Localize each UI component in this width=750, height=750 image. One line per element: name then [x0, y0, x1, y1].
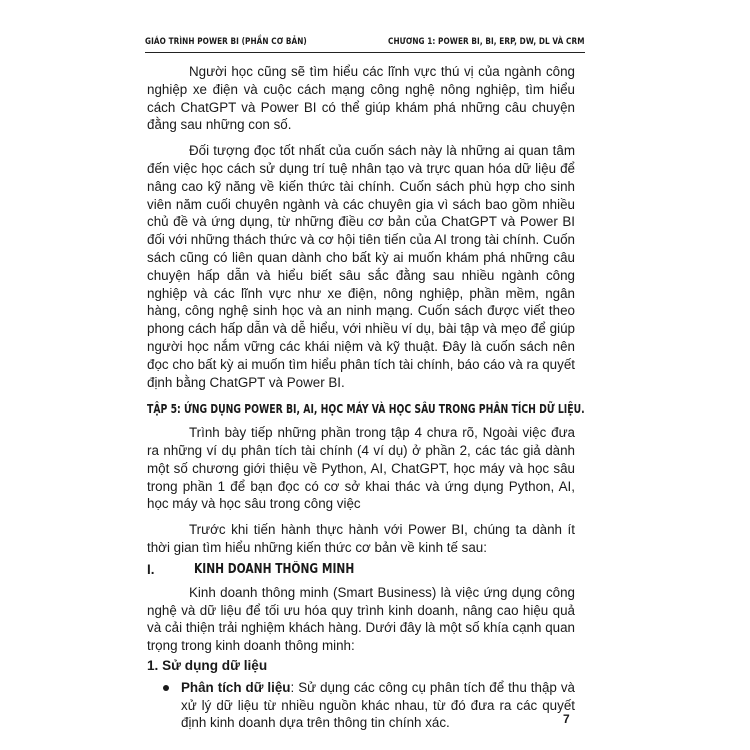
paragraph-audience: Đối tượng đọc tốt nhất của cuốn sách này là những ai quan tâm đến việc học cách sử dụng trí tuệ nhân tạo và trực quan hóa dữ liệu để nâng cao kỹ năng về kiến thức tài chính. Cuốn sách phù hợp cho sinh viên năm cuối chuyên ngành và các chuyên gia vì sách bao gồm nhiều chủ đề và ứng dụng, từ những điều cơ bản của ChatGPT và Power BI đối với những thách thức và cơ hội tiên tiến của AI trong tài chính. Cuốn sách cũng có liên quan dành cho bất kỳ ai muốn khám phá những câu chuyện hấp dẫn và hiểu biết sâu sắc đằng sau nhiều ngành công nghiệp và các lĩnh vực như xe điện, nông nghiệp, phần mềm, ngân hàng, công nghệ sinh học và an ninh mạng. Cuốn sách được viết theo phong cách hấp dẫn và dễ hiểu, với nhiều ví dụ, bài tập và mẹo để giúp người học nắm vững các khái niệm và kỹ thuật. Đây là cuốn sách nên đọc cho bất kỳ ai muốn tìm hiểu phân tích tài chính, báo cáo và ra quyết định bằng ChatGPT và Power BI. — [147, 143, 575, 390]
volume-5-heading: TẬP 5: ỨNG DỤNG POWER BI, AI, HỌC MÁY VÀ HỌC SÂU TRONG PHÂN TÍCH DỮ LIỆU. — [147, 401, 585, 417]
paragraph-volume-5: Trình bày tiếp những phần trong tập 4 chưa rõ, Ngoài việc đưa ra những ví dụ phân tích tài chính (4 ví dụ) ở phần 2, các tác giả dành một số chương giới thiệu về Python, AI, ChatGPT, học máy và học sâu trong phần 1 để bạn đọc có cơ sở khai thác và ứng dụng Python, AI, học máy và học sâu trong công việc — [147, 425, 575, 512]
list-item — [159, 679, 575, 732]
section-number: I. — [147, 561, 155, 577]
paragraph-before-practice: Trước khi tiến hành thực hành với Power BI, chúng ta dành ít thời gian tìm hiểu những kiến thức cơ bản về kinh tế sau: — [147, 522, 575, 555]
paragraph-smart-business: Kinh doanh thông minh (Smart Business) là việc ứng dụng công nghệ và dữ liệu để tối ưu hóa quy trình kinh doanh, nâng cao hiệu quả và cải thiện trải nghiệm khách hàng. Dưới đây là một số khía cạnh quan trọng trong kinh doanh thông minh: — [147, 584, 575, 654]
page-number: 7 — [563, 712, 570, 726]
page-body — [147, 63, 585, 732]
bullet-icon — [163, 685, 169, 691]
bullet-text: : Sử dụng các công cụ phân tích để thu thập và xử lý dữ liệu từ nhiều nguồn khác nhau, từ đó đưa ra các quyết định kinh doanh dựa trên thông tin chính xác. — [181, 679, 576, 731]
header-book-title: GIÁO TRÌNH POWER BI (PHẦN CƠ BẢN) — [145, 37, 307, 47]
running-header — [145, 30, 585, 53]
subheading-data-usage: 1. Sử dụng dữ liệu — [147, 657, 268, 673]
paragraph-intro: Người học cũng sẽ tìm hiểu các lĩnh vực thú vị của ngành công nghiệp xe điện và cuộc cách mạng công nghệ nông nghiệp, tìm hiểu cách ChatGPT và Power BI có thể giúp khám phá những câu chuyện đằng sau những con số. — [147, 64, 575, 133]
header-chapter-title: CHƯƠNG 1: POWER BI, BI, ERP, DW, DL VÀ CRM — [388, 37, 585, 47]
bullet-term: Phân tích dữ liệu — [181, 679, 291, 695]
section-heading — [147, 561, 575, 581]
section-title: KINH DOANH THÔNG MINH — [194, 561, 355, 577]
